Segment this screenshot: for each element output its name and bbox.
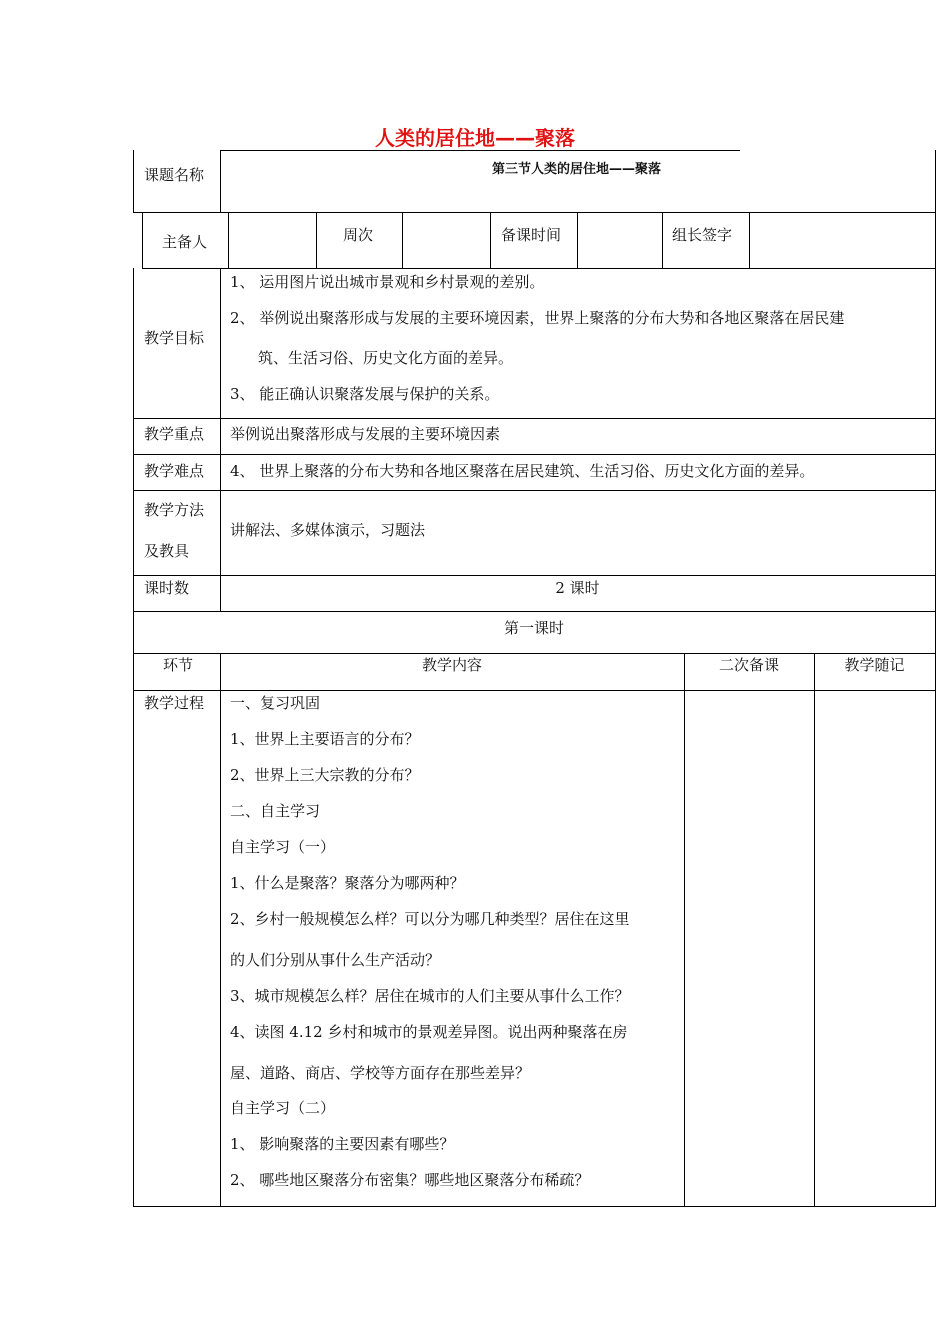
subject-value: 第三节人类的居住地——聚落 bbox=[492, 162, 662, 177]
grid-line bbox=[402, 212, 403, 268]
hours-label: 课时数 bbox=[144, 579, 190, 597]
column-header-stage: 环节 bbox=[163, 656, 194, 674]
grid-line bbox=[133, 575, 936, 576]
grid-line bbox=[142, 212, 143, 268]
grid-line bbox=[133, 150, 134, 212]
process-label: 教学过程 bbox=[144, 694, 205, 712]
process-line: 2、乡村一般规模怎么样？可以分为哪几种类型？居住在这里 bbox=[230, 910, 630, 928]
method-value: 讲解法、多媒体演示，习题法 bbox=[230, 521, 426, 539]
objective-line: 3、 能正确认识聚落发展与保护的关系。 bbox=[230, 385, 500, 403]
process-line: 1、什么是聚落？聚落分为哪两种？ bbox=[230, 874, 465, 892]
grid-line bbox=[935, 212, 936, 268]
objective-line: 2、 举例说出聚落形成与发展的主要环境因素，世界上聚落的分布大势和各地区聚落在居民建 bbox=[230, 309, 845, 327]
grid-line bbox=[577, 212, 578, 268]
grid-line bbox=[316, 212, 317, 268]
process-line: 4、读图 4.12 乡村和城市的景观差异图。说出两种聚落在房 bbox=[230, 1023, 628, 1041]
grid-line bbox=[133, 268, 134, 1206]
objectives-label: 教学目标 bbox=[144, 329, 205, 347]
grid-line bbox=[814, 653, 815, 1206]
method-label: 教学方法 bbox=[144, 501, 205, 519]
process-line: 2、 哪些地区聚落分布密集？哪些地区聚落分布稀疏？ bbox=[230, 1171, 590, 1189]
document-title: 人类的居住地——聚落 bbox=[375, 126, 575, 150]
process-line: 3、城市规模怎么样？居住在城市的人们主要从事什么工作？ bbox=[230, 987, 630, 1005]
process-line: 1、世界上主要语言的分布？ bbox=[230, 730, 420, 748]
difficulty-label: 教学难点 bbox=[144, 462, 205, 480]
method-label: 及教具 bbox=[144, 542, 190, 560]
process-line: 屋、道路、商店、学校等方面存在那些差异？ bbox=[230, 1064, 531, 1082]
key-point-label: 教学重点 bbox=[144, 425, 205, 443]
hours-value: 2 课时 bbox=[555, 579, 600, 597]
process-line: 2、世界上三大宗教的分布？ bbox=[230, 766, 420, 784]
week-label: 周次 bbox=[343, 226, 374, 244]
grid-line bbox=[142, 268, 936, 269]
process-line: 一、复习巩固 bbox=[230, 694, 321, 712]
process-line: 二、自主学习 bbox=[230, 802, 321, 820]
grid-line bbox=[220, 150, 740, 151]
key-point-value: 举例说出聚落形成与发展的主要环境因素 bbox=[230, 425, 501, 443]
grid-line bbox=[133, 212, 936, 213]
objective-line: 筑、生活习俗、历史文化方面的差异。 bbox=[258, 349, 514, 367]
grid-line bbox=[228, 212, 229, 268]
process-line: 自主学习（一） bbox=[230, 838, 336, 856]
grid-line bbox=[133, 611, 936, 612]
process-line: 1、 影响聚落的主要因素有哪些？ bbox=[230, 1135, 455, 1153]
process-line: 的人们分别从事什么生产活动？ bbox=[230, 951, 441, 969]
grid-line bbox=[133, 1206, 936, 1207]
prep-time-label: 备课时间 bbox=[501, 226, 562, 244]
column-header-second-prep: 二次备课 bbox=[718, 656, 779, 674]
grid-line bbox=[684, 653, 685, 1206]
column-header-notes: 教学随记 bbox=[844, 656, 905, 674]
process-line: 自主学习（二） bbox=[230, 1099, 336, 1117]
subject-label: 课题名称 bbox=[144, 166, 205, 184]
lesson-title: 第一课时 bbox=[503, 619, 564, 637]
grid-line bbox=[935, 150, 936, 212]
preparer-label: 主备人 bbox=[162, 233, 208, 251]
leader-sign-label: 组长签字 bbox=[672, 226, 733, 244]
grid-line bbox=[662, 212, 663, 268]
grid-line bbox=[133, 653, 936, 654]
grid-line bbox=[133, 490, 936, 491]
grid-line bbox=[133, 454, 936, 455]
grid-line bbox=[220, 150, 221, 212]
grid-line bbox=[133, 418, 936, 419]
column-header-content: 教学内容 bbox=[421, 656, 482, 674]
grid-line bbox=[749, 212, 750, 268]
difficulty-value: 4、 世界上聚落的分布大势和各地区聚落在居民建筑、生活习俗、历史文化方面的差异。 bbox=[230, 462, 815, 480]
objective-line: 1、 运用图片说出城市景观和乡村景观的差别。 bbox=[230, 273, 545, 291]
grid-line bbox=[220, 653, 221, 1206]
grid-line bbox=[220, 268, 221, 611]
grid-line bbox=[490, 212, 491, 268]
grid-line bbox=[935, 268, 936, 1206]
grid-line bbox=[133, 690, 936, 691]
